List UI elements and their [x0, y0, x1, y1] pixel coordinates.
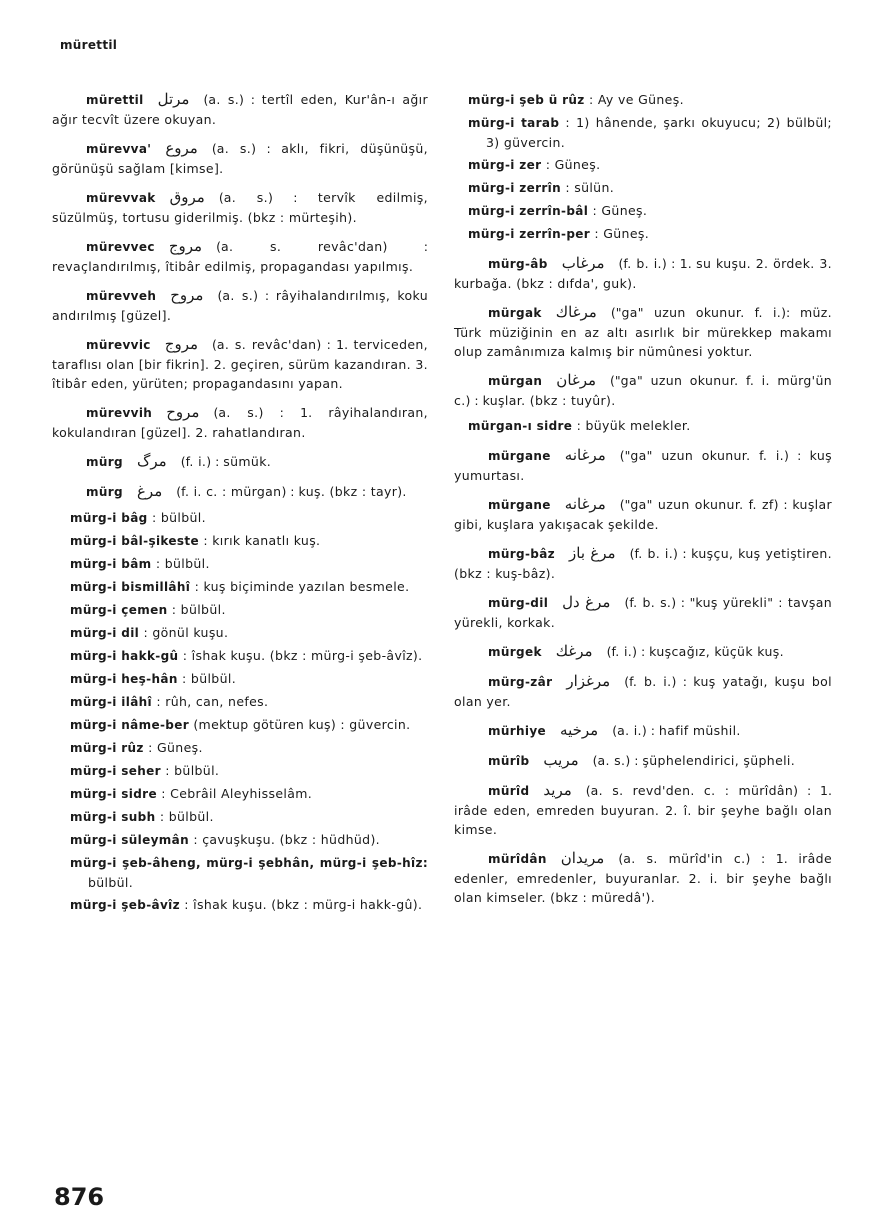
arabic-script: مرغ دل [562, 593, 611, 611]
entry-headword: mürîdân [488, 852, 547, 866]
dictionary-entry [52, 452, 428, 472]
sub-entry [468, 224, 832, 244]
entry-headword: mürg-i bâm [70, 557, 152, 571]
entry-headword: mürg-i rûz [70, 741, 144, 755]
entry-headword: mürg [86, 485, 123, 499]
entry-headword: mürg-i tarab [468, 116, 560, 130]
dictionary-entry [52, 90, 428, 129]
entry-definition: : îshak kuşu. (bkz : mürg-i şeb-âvîz). [182, 648, 423, 663]
arabic-script: مروح [166, 403, 200, 421]
entry-headword: mürg-i ilâhî [70, 695, 153, 709]
entry-headword: mürg-i nâme-ber [70, 718, 189, 732]
entry-headword: mürg-i bâg [70, 511, 148, 525]
entry-definition: ("ga" uzun okunur. f. i.): müz. Türk müziğinin en az altı asırlık bir mürekkep makamı olup zamânımıza kalmış bir nümûnesi yoktur. [454, 305, 832, 359]
entry-headword: mürevvic [86, 338, 151, 352]
entry-definition: (a. s. revd'den. c. : mürîdân) : 1. irâde eden, emreden buyuran. 2. î. bir şeyhe bağlı olan kimse. [454, 783, 832, 837]
entry-definition: (a. s. revâc'dan) : 1. terviceden, taraflısı olan [bir fikrin]. 2. geçiren, sürüm kazandıran. 3. îtibâr eden, yürüten; propagandasını yapan. [52, 337, 428, 391]
entry-definition: : Cebrâil Aleyhisselâm. [161, 786, 313, 801]
arabic-script: مرغك [555, 642, 593, 660]
dictionary-entry [454, 254, 832, 293]
entry-definition: (mektup götüren kuş) : güvercin. [193, 717, 411, 732]
entry-definition: : gönül kuşu. [143, 625, 229, 640]
entry-headword: mürgek [488, 645, 542, 659]
arabic-script: مرغان [556, 371, 597, 389]
sub-entry [70, 761, 428, 781]
entry-headword: mürevveh [86, 289, 157, 303]
dictionary-entry [454, 593, 832, 632]
entry-definition: : bülbül. [182, 671, 237, 686]
entry-definition: ("ga" uzun okunur. f. i.) : kuş yumurtası. [454, 448, 832, 483]
entry-headword: mürg [86, 455, 123, 469]
arabic-script: مرغانه [564, 495, 606, 513]
entry-definition: (f. i.) : sümük. [180, 454, 272, 469]
entry-headword: mürg-i zerrîn-bâl [468, 204, 589, 218]
dictionary-entry [454, 303, 832, 361]
arabic-script: مريدان [560, 849, 605, 867]
arabic-script: مرغاك [555, 303, 597, 321]
entry-definition: : kuş biçiminde yazılan besmele. [194, 579, 410, 594]
left-column [52, 90, 428, 918]
sub-entry [70, 600, 428, 620]
entry-headword: mürevvak [86, 191, 156, 205]
entry-definition: : Güneş. [148, 740, 203, 755]
entry-headword: mürg-i çemen [70, 603, 168, 617]
sub-entry [70, 738, 428, 758]
arabic-script: مروق [169, 188, 205, 206]
entry-definition: (f. b. s.) : "kuş yürekli" : tavşan yürekli, korkak. [454, 595, 832, 630]
arabic-script: مروج [164, 335, 199, 353]
sub-entry [70, 784, 428, 804]
entry-definition: (a. s.) : tertîl eden, Kur'ân-ı ağır ağır tecvît üzere okuyan. [52, 92, 428, 127]
arabic-script: مرتل [157, 90, 190, 108]
arabic-script: مروح [170, 286, 204, 304]
entry-headword: mürg-i bismillâhî [70, 580, 191, 594]
entry-headword: mürg-i sidre [70, 787, 157, 801]
entry-headword: mürg-i seher [70, 764, 161, 778]
entry-headword: mürgan-ı sidre [468, 419, 573, 433]
arabic-script: مروع [165, 139, 198, 157]
entry-headword: mürg-i heş-hân [70, 672, 178, 686]
entry-definition: : Güneş. [592, 203, 648, 218]
entry-headword: mürg-i şeb ü rûz [468, 93, 585, 107]
entry-headword: mürettil [86, 93, 144, 107]
entry-headword: mürhiye [488, 724, 547, 738]
dictionary-entry [52, 286, 428, 325]
sub-entry [70, 895, 428, 915]
entry-definition: : îshak kuşu. (bkz : mürg-i hakk-gû). [184, 897, 423, 912]
sub-entry [70, 853, 428, 892]
entry-definition: (f. i.) : kuşcağız, küçük kuş. [606, 644, 784, 659]
entry-definition: (f. b. i.) : kuş yatağı, kuşu bol olan yer. [454, 674, 832, 709]
entry-definition: : kırık kanatlı kuş. [203, 533, 321, 548]
entry-definition: : çavuşkuşu. (bkz : hüdhüd). [193, 832, 380, 847]
sub-entry [70, 807, 428, 827]
entry-definition: : bülbül. [159, 809, 214, 824]
dictionary-entry [52, 139, 428, 178]
entry-headword: mürg-bâz [488, 547, 556, 561]
entry-headword: mürevva' [86, 142, 152, 156]
entry-headword: mürg-âb [488, 257, 548, 271]
sub-entry [468, 90, 832, 110]
page-number: 876 [54, 1183, 105, 1211]
entry-headword: mürgak [488, 306, 542, 320]
entry-definition: : 1) hânende, şarkı okuyucu; 2) bülbül; 3) güvercin. [486, 115, 832, 150]
right-column [454, 90, 832, 913]
entry-definition: (f. b. i.) : kuşçu, kuş yetiştiren. (bkz : kuş-bâz). [454, 546, 832, 581]
entry-headword: mürg-i zerrîn [468, 181, 561, 195]
entry-definition: (a. s.) : şüphelendirici, şüpheli. [592, 753, 796, 768]
entry-headword: mürg-dil [488, 596, 549, 610]
dictionary-entry [52, 237, 428, 276]
entry-definition: ("ga" uzun okunur. f. i. mürg'ün c.) : kuşlar. (bkz : tuyûr). [454, 373, 832, 408]
entry-headword: mürg-i şeb-âvîz [70, 898, 180, 912]
entry-definition: : bülbül. [171, 602, 226, 617]
sub-entry [70, 830, 428, 850]
sub-entry [468, 155, 832, 175]
dictionary-entry [454, 495, 832, 534]
dictionary-entry [454, 849, 832, 907]
entry-definition: : sülün. [565, 180, 615, 195]
arabic-script: مرغ [136, 482, 163, 500]
entry-definition: (f. b. i.) : 1. su kuşu. 2. ördek. 3. kurbağa. (bkz : dıfda', guk). [454, 256, 832, 291]
dictionary-entry [454, 642, 832, 662]
entry-definition: : büyük melekler. [576, 418, 691, 433]
dictionary-entry [52, 482, 428, 502]
entry-headword: mürgane [488, 449, 551, 463]
dictionary-entry [454, 371, 832, 410]
dictionary-entry [454, 751, 832, 771]
entry-definition: (a. s.) : aklı, fikri, düşünüşü, görünüşü sağlam [kimse]. [52, 141, 428, 176]
entry-headword: mürgan [488, 374, 543, 388]
arabic-script: مرغانه [564, 446, 606, 464]
entry-headword: mürg-i hakk-gû [70, 649, 179, 663]
sub-entry [70, 531, 428, 551]
entry-headword: mürevvih [86, 406, 153, 420]
entry-headword: mürevvec [86, 240, 155, 254]
sub-entry [468, 416, 832, 436]
entry-definition: : bülbül. [165, 763, 220, 778]
entry-headword: mürg-i dil [70, 626, 140, 640]
entry-definition: (f. i. c. : mürgan) : kuş. (bkz : tayr). [176, 484, 407, 499]
entry-headword: mürg-i bâl-şikeste [70, 534, 199, 548]
sub-entry [70, 508, 428, 528]
arabic-script: مروج [168, 237, 203, 255]
sub-entry [468, 201, 832, 221]
sub-entry [70, 554, 428, 574]
entry-headword: mürg-i şeb-âheng, mürg-i şebhân, mürg-i şeb-hîz: [70, 856, 428, 870]
entry-headword: mürgane [488, 498, 551, 512]
arabic-script: مريد [543, 781, 572, 799]
entry-definition: ("ga" uzun okunur. f. zf) : kuşlar gibi, kuşlara yakışacak şekilde. [454, 497, 832, 532]
entry-definition: : Ay ve Güneş. [588, 92, 684, 107]
entry-definition: : Güneş. [594, 226, 650, 241]
entry-headword: mürg-zâr [488, 675, 553, 689]
entry-definition: (a. s. revâc'dan) : revaçlandırılmış, îtibâr edilmiş, propagandası yapılmış. [52, 239, 428, 274]
entry-definition: (a. i.) : hafif müshil. [612, 723, 741, 738]
dictionary-entry [52, 188, 428, 227]
arabic-script: مريب [543, 751, 579, 769]
entry-definition: (a. s.) : râyihalandırılmış, koku andırılmış [güzel]. [52, 288, 428, 323]
arabic-script: مرخيه [560, 721, 599, 739]
dictionary-entry [454, 446, 832, 485]
entry-headword: mürîd [488, 784, 530, 798]
sub-entry [468, 113, 832, 152]
sub-entry [70, 646, 428, 666]
entry-definition: : bülbül. [155, 556, 210, 571]
entry-definition: (a. s.) : tervîk edilmiş, süzülmüş, tortusu giderilmiş. (bkz : mürteşih). [52, 190, 428, 225]
arabic-script: مرغ باز [569, 544, 616, 562]
entry-headword: mürîb [488, 754, 530, 768]
arabic-script: مرگ [136, 452, 167, 470]
entry-definition: bülbül. [88, 875, 134, 890]
sub-entry [70, 623, 428, 643]
dictionary-entry [454, 672, 832, 711]
sub-entry [70, 577, 428, 597]
dictionary-entry [52, 335, 428, 393]
dictionary-entry [454, 721, 832, 741]
sub-entry [70, 692, 428, 712]
entry-definition: (a. s.) : 1. râyihalandıran, kokulandıran [güzel]. 2. rahatlandıran. [52, 405, 428, 440]
sub-entry [468, 178, 832, 198]
running-head: mürettil [60, 38, 118, 52]
arabic-script: مرغاب [561, 254, 605, 272]
arabic-script: مرغزار [566, 672, 611, 690]
entry-definition: : bülbül. [151, 510, 206, 525]
sub-entry [70, 715, 428, 735]
sub-entry [70, 669, 428, 689]
dictionary-entry [454, 781, 832, 839]
entry-headword: mürg-i zerrîn-per [468, 227, 591, 241]
entry-headword: mürg-i süleymân [70, 833, 189, 847]
dictionary-entry [454, 544, 832, 583]
entry-definition: : Güneş. [545, 157, 601, 172]
entry-definition: (a. s. mürîd'in c.) : 1. irâde edenler, emredenler, buyuranlar. 2. i. bir şeyhe bağlı olan kimseler. (bkz : müredâ'). [454, 851, 832, 905]
entry-headword: mürg-i zer [468, 158, 542, 172]
entry-headword: mürg-i subh [70, 810, 156, 824]
dictionary-entry [52, 403, 428, 442]
entry-definition: : rûh, can, nefes. [156, 694, 269, 709]
